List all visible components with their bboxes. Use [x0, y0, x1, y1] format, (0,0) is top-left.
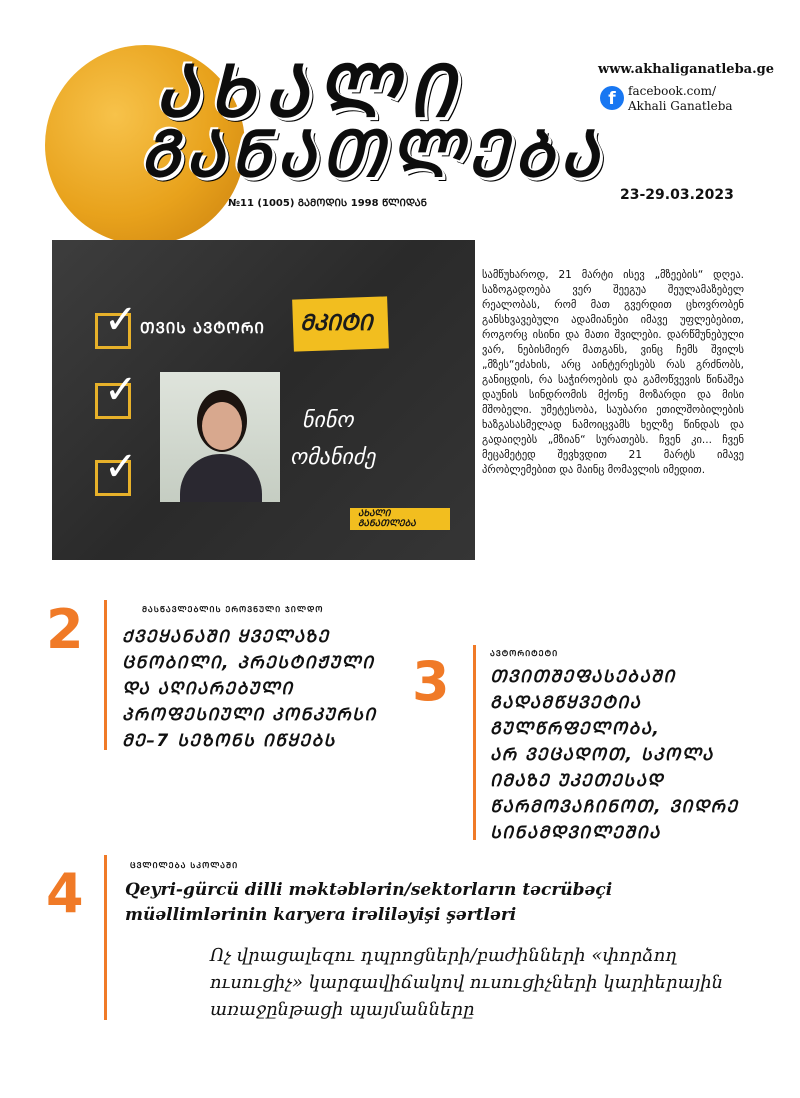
headline-line: ᲒᲣᲚᲬᲠᲤᲔᲚᲝᲑᲐ, [490, 719, 661, 739]
masthead-title-line2: ᲒᲐᲜᲐᲗᲚᲔᲑᲐ [140, 118, 605, 192]
story-category: ᲪᲕᲚᲘᲚᲔᲑᲐ ᲡᲙᲝᲚᲐᲨᲘ [130, 861, 239, 870]
mini-logo-line1: ᲐᲮᲐᲚᲘ [358, 509, 391, 519]
headline-line: ᲓᲐ ᲐᲦᲘᲐᲠᲔᲑᲣᲚᲘ [122, 679, 294, 699]
author-photo [160, 372, 280, 502]
headline-line: ᲪᲜᲝᲑᲘᲚᲘ, ᲞᲠᲔᲡᲢᲘᲟᲣᲚᲘ [122, 653, 375, 673]
masthead-title-line1: ᲐᲮᲐᲚᲘ [155, 49, 464, 133]
checkmark-icon: ✓ [104, 297, 138, 343]
photo-face [202, 402, 242, 450]
headline-line: ᲥᲕᲔᲧᲐᲜᲐᲨᲘ ᲧᲕᲔᲚᲐᲖᲔ [122, 627, 330, 647]
issue-number: №11 (1005) ᲒᲐᲛᲝᲓᲘᲡ 1998 ᲬᲚᲘᲓᲐᲜ [228, 198, 428, 209]
headline-line: ᲡᲘᲜᲐᲛᲓᲕᲘᲚᲔᲨᲘᲐ [490, 823, 661, 843]
facebook-line2: Akhali Ganatleba [628, 99, 733, 113]
headline-line: ᲒᲐᲓᲐᲛᲬᲧᲕᲔᲢᲘᲐ [490, 693, 642, 713]
mini-logo [350, 508, 450, 530]
story-headline-azeri[interactable]: Qeyri-gürcü dilli məktəblərin/sektorların təcrübəçi müəllimlərinin karyera irəliləyişi şərtləri [125, 880, 613, 925]
author-first-name: ნინო [302, 408, 354, 433]
headline-line: ᲬᲐᲠᲛᲝᲕᲐᲩᲘᲜᲝᲗ, ᲕᲘᲓᲠᲔ [490, 797, 739, 817]
story-category: ᲛᲐᲡᲬᲐᲕᲚᲔᲑᲚᲘᲡ ᲔᲠᲝᲕᲜᲣᲚᲘ ᲯᲘᲚᲓᲝ [142, 605, 324, 614]
author-last-name: ომანიძე [290, 445, 376, 470]
headline-line: ᲗᲕᲘᲗᲨᲔᲤᲐᲡᲔᲑᲐᲨᲘ [490, 667, 676, 687]
checkmark-icon: ✓ [104, 367, 138, 413]
photo-body [180, 454, 262, 502]
opinion-label: ᲗᲕᲘᲡ ᲐᲕᲢᲝᲠᲘ [140, 319, 265, 337]
headline-line: ᲘᲛᲐᲖᲔ ᲣᲙᲔᲗᲔᲡᲐᲓ [490, 771, 665, 791]
issue-date: 23-29.03.2023 [620, 187, 734, 203]
mkiti-label: ᲛᲙᲘᲢᲘ [300, 311, 373, 336]
headline-line: ᲛᲔ–7 ᲡᲔᲖᲝᲜᲡ ᲘᲬᲧᲔᲑᲡ [122, 731, 336, 751]
story-headline-armenian[interactable]: Ոչ վրացալեզու դպրոցների/բաժինների «փորձող ուսուցիչ» կարգավիճակով ուսուցիչների կարիերային առաջընթացի պայմանները [210, 945, 724, 1020]
facebook-line1: facebook.com/ [628, 84, 717, 98]
story-divider [104, 600, 107, 750]
facebook-link[interactable] [628, 84, 733, 114]
story-number: 2 [46, 598, 84, 661]
story-headline-2[interactable] [122, 624, 377, 754]
checkmark-icon: ✓ [104, 444, 138, 490]
story-headline-3[interactable] [490, 664, 739, 846]
headline-line: ᲐᲠ ᲕᲔᲪᲐᲓᲝᲗ, ᲡᲙᲝᲚᲐ [490, 745, 714, 765]
story-number: 4 [46, 862, 84, 925]
mini-logo-line2: ᲒᲐᲜᲐᲗᲚᲔᲑᲐ [358, 519, 416, 529]
story-category: ᲐᲕᲢᲝᲠᲘᲢᲔᲢᲘ [490, 649, 559, 658]
story-divider [473, 645, 476, 840]
story-number: 3 [412, 650, 450, 713]
feature-excerpt: სამწუხაროდ, 21 მარტი ისევ „მზეების“ დღეა. საზოგადოება ვერ შეეგუა შეულამაზებელ რეალობას, რომ მათ გვერდით ცხოვრობენ განსხვავებული ადამიანები იმავე უფლებებით, როგორც ისინი და მათი შვილები. დარწმუნებული ვარ, ნებისმიერ მათგანს, ვინც ჩემს შვილს „მზეს“ეძახის, არც აინტერესებს რას გრძნობს, განიცდის, რა საჭიროების და გამოწვევის წინაშეა დაუნის სინდრომის მქონე მოზარდი და მისი მშობელი. უმეტესობა, საუბარი ეთილშობილების ხაზგასასმელად ნამოიცვამს ხელზე წინდას და გადაიღებს „მზიან“ სურათებს. ჩვენ კი... ჩვენ მეცამეტედ შევხვდით 21 მარტს იმავე პრობლემებით და მაინც მომავლის იმედით. [482, 269, 744, 476]
website-link[interactable]: www.akhaliganatleba.ge [598, 62, 774, 77]
facebook-icon[interactable]: f [600, 86, 624, 110]
story-divider [104, 855, 107, 1020]
headline-line: ᲞᲠᲝᲤᲔᲡᲘᲣᲚᲘ ᲙᲝᲜᲙᲣᲠᲡᲘ [122, 705, 377, 725]
